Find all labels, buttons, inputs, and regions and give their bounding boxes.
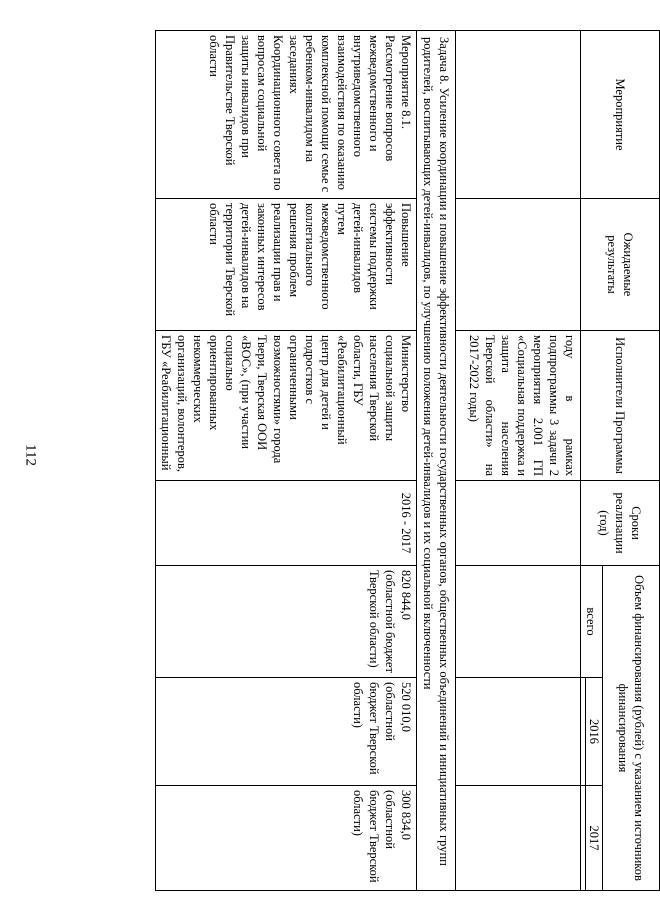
- results-8-1: Повышение эффективности системы поддержки детей-инвалидов путем межведомственного коллегиального решения проблем реализации прав и законных интересов детей-инвалидов на территории Тверской области: [156, 199, 417, 331]
- header-total: всего: [581, 566, 603, 678]
- empty-cell: [581, 678, 586, 786]
- header-2017: 2017: [586, 786, 603, 891]
- cont-2016: [456, 678, 581, 786]
- header-period: Сроки реализации (год): [581, 481, 660, 566]
- cont-executors: году в рамках подпрограммы 3 задачи 2 мероприятия 2.001 ГП «Социальная поддержка и защита населения Тверской области» на 2017-2022 годы): [456, 331, 581, 481]
- table-container: [100, 30, 660, 890]
- program-table: [155, 30, 660, 891]
- header-funding: Объем финансирования (рублей) с указанием источников финансирования: [603, 566, 660, 891]
- executors-8-1: Министерство социальной защиты населения Тверской области, ГБУ «Реабилитационный центр для детей и подростков с ограниченными возможностями» города Твери, Тверская ООИ «ВОС», (при участии социально ориентированных некоммерческих организаций, волонтеров, ГБУ «Реабилитационный: [156, 331, 417, 481]
- amount-2016-8-1: 520 010,0 (областной бюджет Тверской области): [156, 678, 417, 786]
- total-8-1: 820 844,0 (областной бюджет Тверской области): [156, 566, 417, 678]
- cont-total: [456, 566, 581, 678]
- cont-event: [456, 31, 581, 199]
- empty-cell: [581, 786, 586, 891]
- header-results: Ожидаемые результаты: [581, 199, 660, 331]
- rotated-table: [100, 30, 660, 890]
- period-8-1: 2016 - 2017: [156, 481, 417, 566]
- page-number: 112: [22, 444, 39, 466]
- task-8-row: Задача 8. Усиление координации и повышение эффективности деятельности государственных органов, общественных объединений и инициативных групп родителей, воспитывающих детей-инвалидов, по улучшению положения детей-инвалидов и их социальной включенности: [417, 31, 456, 891]
- header-executors: Исполнители Программы: [581, 331, 660, 481]
- header-event: Мероприятие: [581, 31, 660, 199]
- cont-period: [456, 481, 581, 566]
- header-2016: 2016: [586, 678, 603, 786]
- event-8-1: Мероприятие 8.1. Рассмотрение вопросов межведомственного и внутриведомственного взаимодействия по оказанию комплексной помощи семье с ребенком-инвалидом на заседаниях Координационного совета по вопросам социальной защиты инвалидов при Правительстве Тверской области: [156, 31, 417, 199]
- cont-2017: [456, 786, 581, 891]
- cont-results: [456, 199, 581, 331]
- amount-2017-8-1: 300 834,0 (областной бюджет Тверской области): [156, 786, 417, 891]
